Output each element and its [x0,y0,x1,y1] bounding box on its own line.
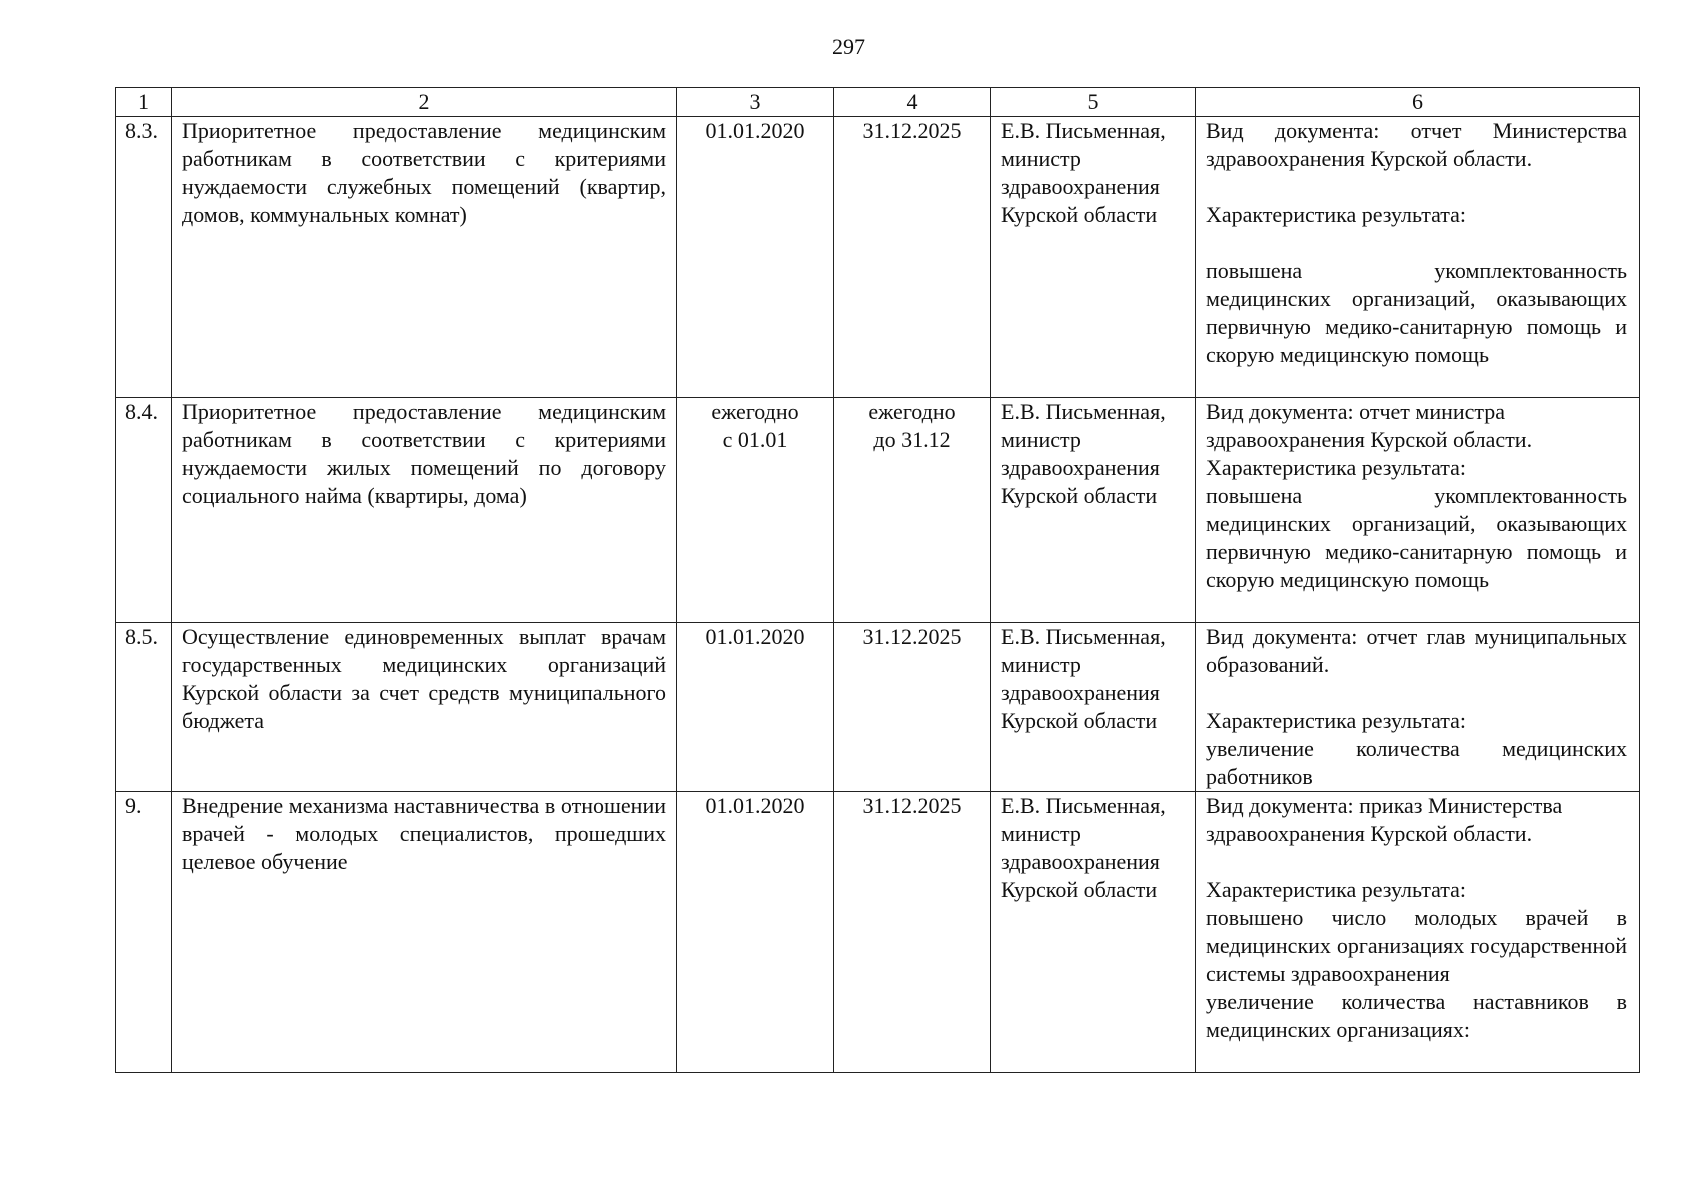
result-text: увеличение количества медицинских работников [1206,736,1627,789]
page-number: 297 [832,34,865,59]
start-date-line: 01.01.2020 [705,793,805,818]
end-date [834,792,991,1073]
result-document: Вид документа: отчет Министерства здравоохранения Курской области. [1206,118,1627,171]
result-document: Вид документа: отчет глав муниципальных образований. [1206,624,1627,677]
column-header: 6 [1196,88,1640,117]
result-document: здравоохранения Курской области. [1206,427,1533,452]
end-date-line: 31.12.2025 [862,624,962,649]
result-label: Характеристика результата: [1206,455,1467,480]
responsible-line: Е.В. Письменная, [1001,793,1166,818]
result-label: Характеристика результата: [1206,877,1467,902]
responsible-person [991,623,1196,792]
measures-table [115,87,1640,1073]
expected-result [1196,792,1640,1073]
start-date-line: 01.01.2020 [705,118,805,143]
start-date-line: 01.01.2020 [705,624,805,649]
measure-description-text: Осуществление единовременных выплат врачам государственных медицинских организаций Курской области за счет средств муниципального бюджета [182,624,666,733]
responsible-person [991,398,1196,623]
end-date-line: ежегодно [868,399,956,424]
start-date-line: ежегодно [711,399,799,424]
end-date [834,623,991,792]
measure-description-text: Приоритетное предоставление медицинским работникам в соответствии с критериями нуждаемости служебных помещений (квартир, домов, коммунальных комнат) [182,118,666,227]
responsible-line: министр [1001,821,1081,846]
result-text: повышена укомплектованность медицинских организаций, оказывающих первичную медико-санитарную помощь и скорую медицинскую помощь [1206,483,1627,592]
table-row [116,623,1640,792]
row-number: 8.5. [116,623,172,792]
table-row [116,398,1640,623]
responsible-line: Курской области [1001,877,1158,902]
responsible-line: Е.В. Письменная, [1001,624,1166,649]
measure-description [172,623,677,792]
responsible-line: здравоохранения [1001,849,1160,874]
start-date-line: с 01.01 [722,427,788,452]
column-header: 1 [116,88,172,117]
end-date [834,117,991,398]
result-label: Характеристика результата: [1206,202,1467,227]
start-date [677,117,834,398]
column-header: 5 [991,88,1196,117]
expected-result [1196,623,1640,792]
expected-result [1196,398,1640,623]
result-document: здравоохранения Курской области. [1206,821,1533,846]
row-number: 8.3. [116,117,172,398]
start-date [677,792,834,1073]
expected-result [1196,117,1640,398]
measure-description [172,117,677,398]
start-date [677,623,834,792]
column-header: 2 [172,88,677,117]
responsible-line: министр [1001,652,1081,677]
row-number: 8.4. [116,398,172,623]
column-header: 4 [834,88,991,117]
responsible-line: здравоохранения [1001,680,1160,705]
responsible-line: Е.В. Письменная, [1001,118,1166,143]
table-header-row [116,88,1640,117]
result-document: Вид документа: приказ Министерства [1206,793,1563,818]
end-date [834,398,991,623]
result-document: Вид документа: отчет министра [1206,399,1506,424]
result-text: повышено число молодых врачей в медицинских организациях государственной системы здравоохранения [1206,905,1627,986]
end-date-line: 31.12.2025 [862,118,962,143]
row-number: 9. [116,792,172,1073]
measure-description-text: Внедрение механизма наставничества в отношении врачей - молодых специалистов, прошедших целевое обучение [182,793,666,874]
responsible-line: министр [1001,427,1081,452]
measure-description [172,792,677,1073]
result-label: Характеристика результата: [1206,708,1467,733]
end-date-line: до 31.12 [873,427,951,452]
responsible-line: Курской области [1001,483,1158,508]
start-date [677,398,834,623]
responsible-line: Е.В. Письменная, [1001,399,1166,424]
responsible-line: здравоохранения [1001,174,1160,199]
end-date-line: 31.12.2025 [862,793,962,818]
table-row [116,117,1640,398]
result-text: повышена укомплектованность медицинских организаций, оказывающих первичную медико-санитарную помощь и скорую медицинскую помощь [1206,258,1627,367]
responsible-person [991,117,1196,398]
responsible-line: здравоохранения [1001,455,1160,480]
measure-description [172,398,677,623]
responsible-line: Курской области [1001,708,1158,733]
responsible-person [991,792,1196,1073]
measure-description-text: Приоритетное предоставление медицинским работникам в соответствии с критериями нуждаемости жилых помещений по договору социального найма (квартиры, дома) [182,399,666,508]
responsible-line: министр [1001,146,1081,171]
column-header: 3 [677,88,834,117]
responsible-line: Курской области [1001,202,1158,227]
table-row [116,792,1640,1073]
result-text: увеличение количества наставников в медицинских организациях: [1206,989,1627,1042]
